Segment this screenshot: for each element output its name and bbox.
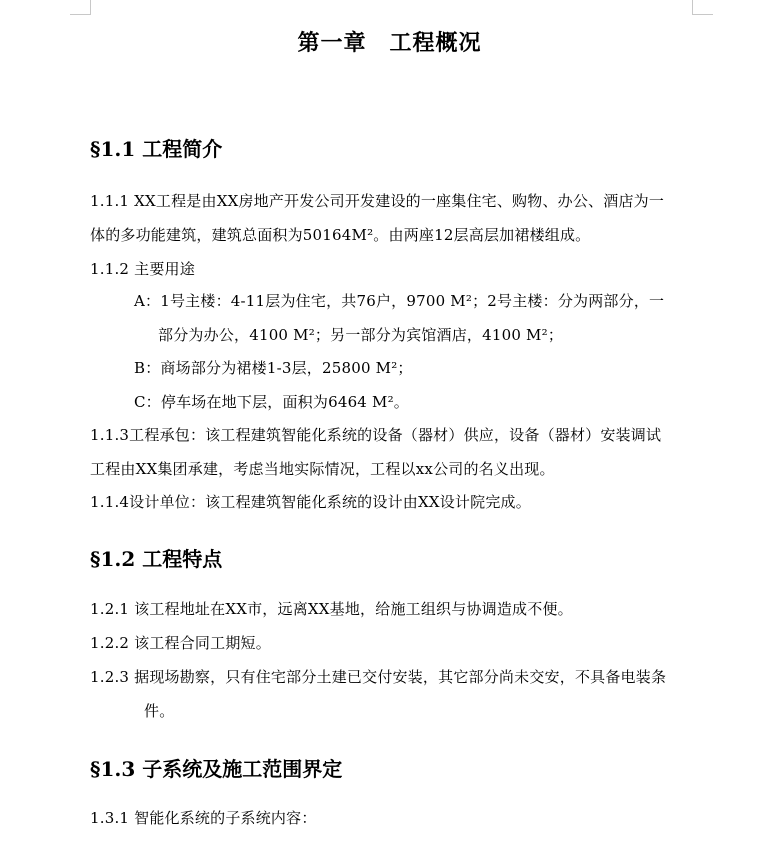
paragraph-line: B：商场部分为裙楼1-3层，25800 M²； <box>134 359 413 377</box>
paragraph-line: 1.1.4设计单位：该工程建筑智能化系统的设计由XX设计院完成。 <box>90 493 531 511</box>
paragraph-1-2-3 <box>90 660 700 728</box>
paragraph-line: 体的多功能建筑，建筑总面积为50164M²。由两座12层高层加裙楼组成。 <box>90 226 591 244</box>
list-item-a <box>134 284 694 352</box>
paragraph-line: 部分为办公，4100 M²；另一部分为宾馆酒店，4100 M²； <box>158 326 564 344</box>
paragraph-line: C：停车场在地下层，面积为6464 M²。 <box>134 393 409 411</box>
paragraph-line: 件。 <box>144 702 175 720</box>
section-heading-1-2: §1.2 工程特点 <box>90 547 223 571</box>
paragraph-1-1-1 <box>90 184 700 252</box>
paragraph-line: 1.1.1 XX工程是由XX房地产开发公司开发建设的一座集住宅、购物、办公、酒店为一 <box>90 192 665 210</box>
paragraph-line: 工程由XX集团承建，考虑当地实际情况，工程以xx公司的名义出现。 <box>90 460 555 478</box>
chapter-title: 第一章 工程概况 <box>297 30 482 56</box>
paragraph-1-1-2 <box>90 252 700 286</box>
section-heading-1-3: §1.3 子系统及施工范围界定 <box>90 757 343 781</box>
paragraph-1-1-3 <box>90 418 700 486</box>
paragraph-1-2-2 <box>90 626 700 660</box>
section-heading-1-1: §1.1 工程简介 <box>90 137 223 161</box>
page-corner-mark-right <box>692 0 713 15</box>
paragraph-1-2-1 <box>90 592 700 626</box>
list-item-b <box>134 351 694 385</box>
page-corner-mark-left <box>70 0 91 15</box>
list-item-c <box>134 385 694 419</box>
paragraph-line: 1.1.3工程承包：该工程建筑智能化系统的设备（器材）供应，设备（器材）安装调试 <box>90 426 662 444</box>
paragraph-line: 1.3.1 智能化系统的子系统内容： <box>90 809 317 827</box>
paragraph-line: 1.2.1 该工程地址在XX市，远离XX基地，给施工组织与协调造成不便。 <box>90 600 573 618</box>
paragraph-line: 1.2.3 据现场勘察，只有住宅部分土建已交付安装，其它部分尚未交安，不具备电装条 <box>90 668 667 686</box>
paragraph-line: A：1号主楼：4-11层为住宅，共76户，9700 M²；2号主楼：分为两部分，一 <box>134 292 665 310</box>
paragraph-1-3-1 <box>90 801 700 835</box>
paragraph-line: 1.2.2 该工程合同工期短。 <box>90 634 271 652</box>
paragraph-line: 1.1.2 主要用途 <box>90 260 195 278</box>
paragraph-1-1-4 <box>90 485 700 519</box>
